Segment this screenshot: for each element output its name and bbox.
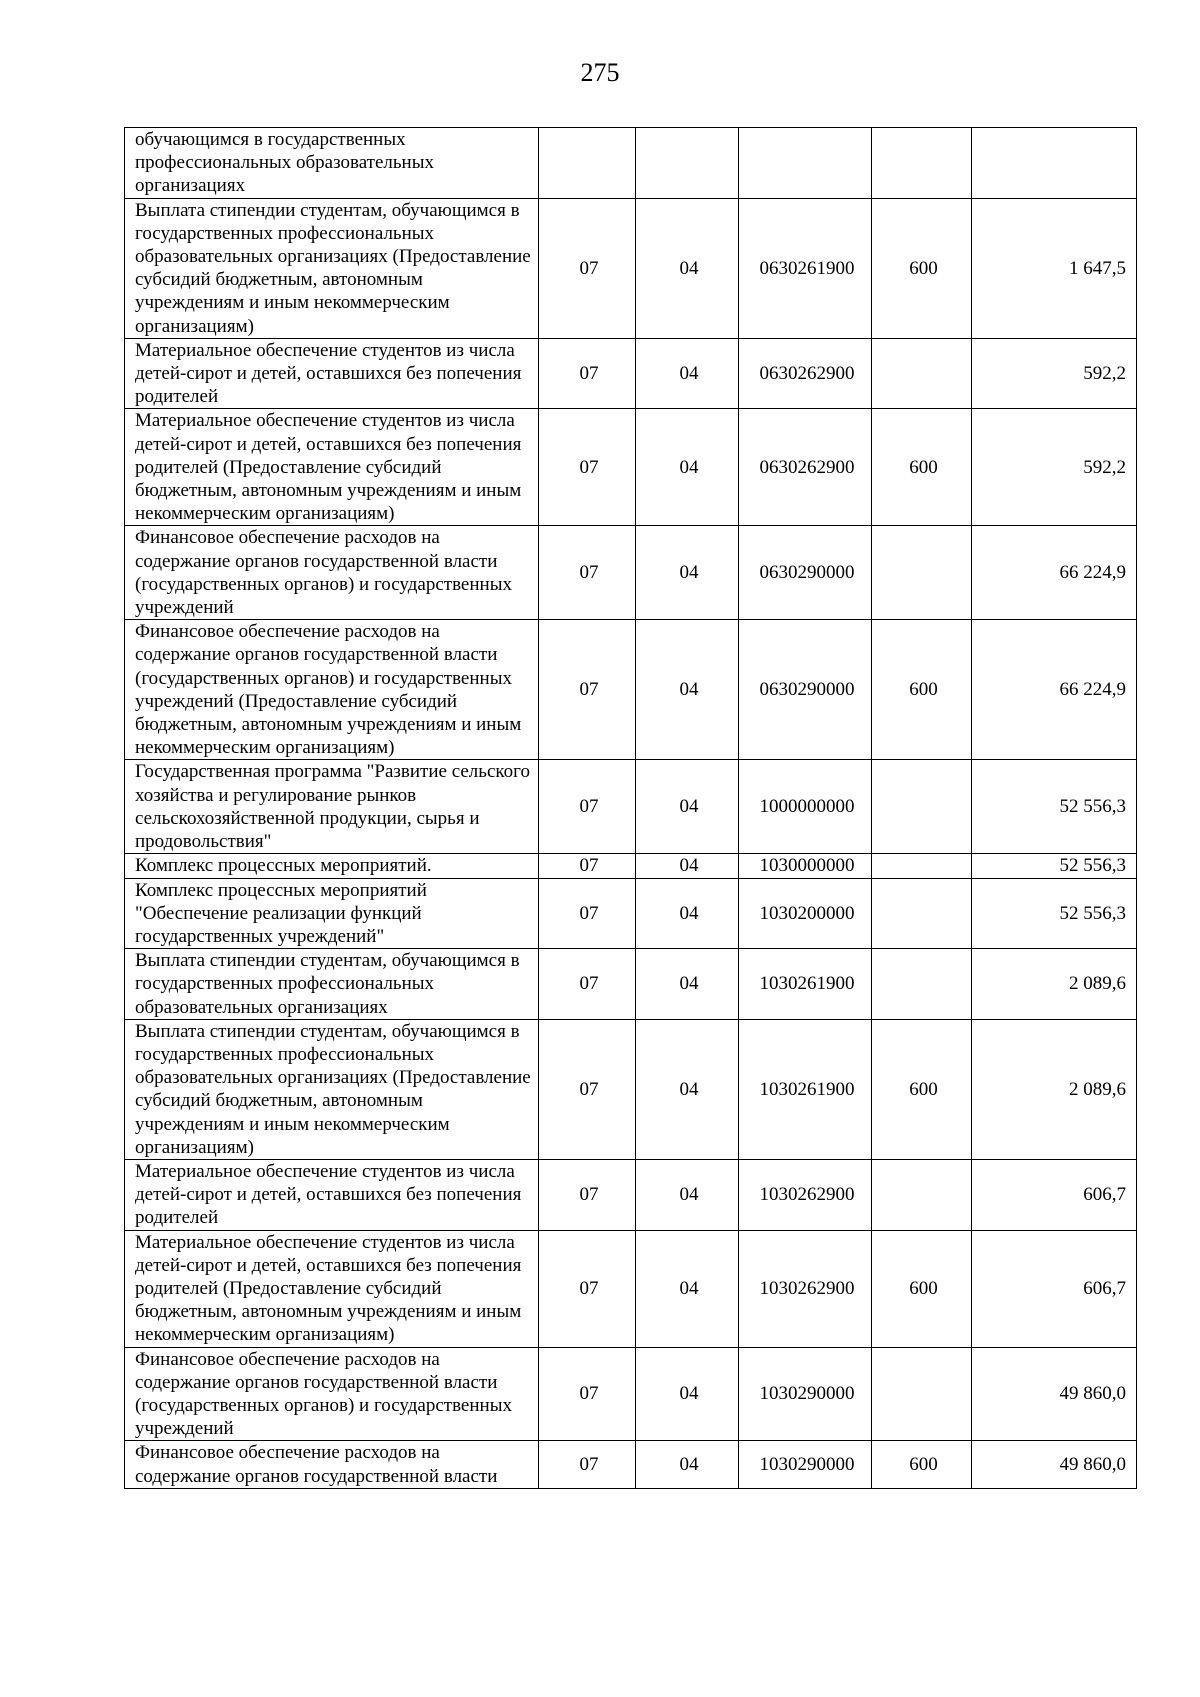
subsection-code-cell: 04 xyxy=(636,949,739,1020)
target-article-cell: 0630262900 xyxy=(739,409,872,526)
subsection-code-cell: 04 xyxy=(636,760,739,854)
expense-name-cell: Финансовое обеспечение расходов на содержание органов государственной власти xyxy=(125,1441,539,1488)
target-article-cell: 1030261900 xyxy=(739,949,872,1020)
target-article-cell xyxy=(739,128,872,199)
expense-type-cell xyxy=(872,338,972,409)
subsection-code-cell: 04 xyxy=(636,1441,739,1488)
amount-cell xyxy=(972,128,1137,199)
section-code-cell: 07 xyxy=(539,949,636,1020)
expense-name-cell: Материальное обеспечение студентов из числа детей-сирот и детей, оставшихся без попечения родителей xyxy=(125,338,539,409)
table-row xyxy=(125,620,1137,760)
expense-type-cell: 600 xyxy=(872,620,972,760)
table-row xyxy=(125,526,1137,620)
amount-cell: 49 860,0 xyxy=(972,1347,1137,1441)
section-code-cell: 07 xyxy=(539,620,636,760)
amount-cell: 52 556,3 xyxy=(972,760,1137,854)
subsection-code-cell: 04 xyxy=(636,1347,739,1441)
expense-name-cell: Комплекс процессных мероприятий. xyxy=(125,854,539,878)
target-article-cell: 0630290000 xyxy=(739,526,872,620)
subsection-code-cell xyxy=(636,128,739,199)
subsection-code-cell: 04 xyxy=(636,854,739,878)
section-code-cell: 07 xyxy=(539,1019,636,1159)
amount-cell: 2 089,6 xyxy=(972,1019,1137,1159)
amount-cell: 592,2 xyxy=(972,409,1137,526)
section-code-cell: 07 xyxy=(539,854,636,878)
expense-name-cell: Финансовое обеспечение расходов на содержание органов государственной власти (государственных органов) и государственных учреждений xyxy=(125,526,539,620)
table-row xyxy=(125,1441,1137,1488)
expense-type-cell xyxy=(872,1159,972,1230)
target-article-cell: 0630261900 xyxy=(739,198,872,338)
expense-type-cell: 600 xyxy=(872,409,972,526)
expense-name-cell: Материальное обеспечение студентов из числа детей-сирот и детей, оставшихся без попечения родителей (Предоставление субсидий бюджетным, автономным учреждениям и иным некоммерческим организациям) xyxy=(125,409,539,526)
subsection-code-cell: 04 xyxy=(636,409,739,526)
expense-name-cell: обучающимся в государственных профессиональных образовательных организациях xyxy=(125,128,539,199)
expense-name-cell: Выплата стипендии студентам, обучающимся в государственных профессиональных образовательных организациях xyxy=(125,949,539,1020)
expense-name-cell: Государственная программа "Развитие сельского хозяйства и регулирование рынков сельскохозяйственной продукции, сырья и продовольствия" xyxy=(125,760,539,854)
amount-cell: 592,2 xyxy=(972,338,1137,409)
expense-type-cell xyxy=(872,128,972,199)
expense-type-cell: 600 xyxy=(872,1019,972,1159)
subsection-code-cell: 04 xyxy=(636,878,739,949)
target-article-cell: 0630262900 xyxy=(739,338,872,409)
amount-cell: 1 647,5 xyxy=(972,198,1137,338)
amount-cell: 49 860,0 xyxy=(972,1441,1137,1488)
target-article-cell: 1030262900 xyxy=(739,1159,872,1230)
target-article-cell: 1030290000 xyxy=(739,1441,872,1488)
target-article-cell: 1030262900 xyxy=(739,1230,872,1347)
amount-cell: 66 224,9 xyxy=(972,620,1137,760)
expense-name-cell: Финансовое обеспечение расходов на содержание органов государственной власти (государственных органов) и государственных учреждений xyxy=(125,1347,539,1441)
table-row xyxy=(125,878,1137,949)
section-code-cell: 07 xyxy=(539,878,636,949)
amount-cell: 606,7 xyxy=(972,1230,1137,1347)
subsection-code-cell: 04 xyxy=(636,1019,739,1159)
subsection-code-cell: 04 xyxy=(636,526,739,620)
target-article-cell: 1030200000 xyxy=(739,878,872,949)
expense-type-cell: 600 xyxy=(872,198,972,338)
table-row xyxy=(125,409,1137,526)
table-row xyxy=(125,1230,1137,1347)
table-row xyxy=(125,1159,1137,1230)
table-row xyxy=(125,128,1137,199)
section-code-cell: 07 xyxy=(539,1159,636,1230)
section-code-cell: 07 xyxy=(539,338,636,409)
expense-type-cell xyxy=(872,878,972,949)
page-number: 275 xyxy=(580,58,620,87)
expense-name-cell: Материальное обеспечение студентов из числа детей-сирот и детей, оставшихся без попечения родителей xyxy=(125,1159,539,1230)
expense-type-cell: 600 xyxy=(872,1441,972,1488)
expense-type-cell xyxy=(872,949,972,1020)
amount-cell: 606,7 xyxy=(972,1159,1137,1230)
table-row xyxy=(125,949,1137,1020)
target-article-cell: 1030000000 xyxy=(739,854,872,878)
table-row xyxy=(125,854,1137,878)
subsection-code-cell: 04 xyxy=(636,338,739,409)
expense-name-cell: Комплекс процессных мероприятий "Обеспечение реализации функций государственных учреждений" xyxy=(125,878,539,949)
table-row xyxy=(125,338,1137,409)
expense-type-cell: 600 xyxy=(872,1230,972,1347)
expense-name-cell: Материальное обеспечение студентов из числа детей-сирот и детей, оставшихся без попечения родителей (Предоставление субсидий бюджетным, автономным учреждениям и иным некоммерческим организациям) xyxy=(125,1230,539,1347)
section-code-cell: 07 xyxy=(539,1230,636,1347)
amount-cell: 52 556,3 xyxy=(972,878,1137,949)
expense-type-cell xyxy=(872,1347,972,1441)
subsection-code-cell: 04 xyxy=(636,1230,739,1347)
expense-type-cell xyxy=(872,526,972,620)
target-article-cell: 0630290000 xyxy=(739,620,872,760)
section-code-cell: 07 xyxy=(539,760,636,854)
table-row xyxy=(125,1347,1137,1441)
section-code-cell: 07 xyxy=(539,1441,636,1488)
table-row xyxy=(125,1019,1137,1159)
target-article-cell: 1030261900 xyxy=(739,1019,872,1159)
section-code-cell: 07 xyxy=(539,198,636,338)
expense-type-cell xyxy=(872,854,972,878)
target-article-cell: 1030290000 xyxy=(739,1347,872,1441)
expense-name-cell: Выплата стипендии студентам, обучающимся в государственных профессиональных образовательных организациях (Предоставление субсидий бюджетным, автономным учреждениям и иным некоммерческим организациям) xyxy=(125,1019,539,1159)
amount-cell: 2 089,6 xyxy=(972,949,1137,1020)
target-article-cell: 1000000000 xyxy=(739,760,872,854)
budget-table-body xyxy=(125,128,1137,1489)
section-code-cell: 07 xyxy=(539,526,636,620)
subsection-code-cell: 04 xyxy=(636,620,739,760)
budget-table xyxy=(124,127,1137,1489)
amount-cell: 66 224,9 xyxy=(972,526,1137,620)
subsection-code-cell: 04 xyxy=(636,1159,739,1230)
section-code-cell xyxy=(539,128,636,199)
expense-type-cell xyxy=(872,760,972,854)
section-code-cell: 07 xyxy=(539,1347,636,1441)
section-code-cell: 07 xyxy=(539,409,636,526)
amount-cell: 52 556,3 xyxy=(972,854,1137,878)
table-row xyxy=(125,760,1137,854)
expense-name-cell: Финансовое обеспечение расходов на содержание органов государственной власти (государственных органов) и государственных учреждений (Предоставление субсидий бюджетным, автономным учреждениям и иным некоммерческим организациям) xyxy=(125,620,539,760)
table-row xyxy=(125,198,1137,338)
subsection-code-cell: 04 xyxy=(636,198,739,338)
expense-name-cell: Выплата стипендии студентам, обучающимся в государственных профессиональных образовательных организациях (Предоставление субсидий бюджетным, автономным учреждениям и иным некоммерческим организациям) xyxy=(125,198,539,338)
